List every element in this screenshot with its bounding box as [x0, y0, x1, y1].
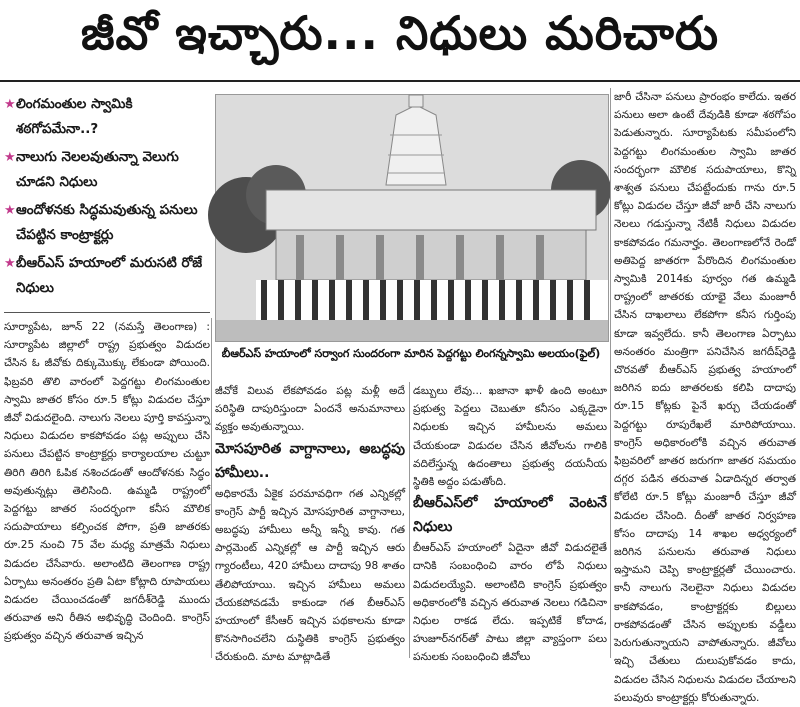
headline-rule: [0, 80, 800, 82]
highlight-item: ★ నాలుగు నెలలవుతున్నా వెలుగు చూడని నిధులు: [4, 145, 214, 195]
article-column-4: జారీ చేసినా పనులు ప్రారంభం కాలేదు. ఇతర పనులు అలా ఉంటే దేవుడికి కూడా శఠగోపం పెడుతున్నారు. సూర్యాపేటకు సమీపంలోని పెద్దగట్టు లింగమంతుల స్వామి జాతర సందర్భంగా మౌలిక సదుపాయాలు, కొన్ని శాశ్వత పనులు చేపట్టేందుకు గాను రూ.5 కోట్లు విడుదల చేస్తూ జీవో జారీ చేసి నాలుగు నెలలు గడుస్తున్నా నేటికీ నిధులు విడుదల కాకపోవడం గమనార్హం. తెలంగాణలోనే రెండో అతిపెద్ద జాతరగా పేరొందిన లింగమంతుల స్వామికి 2014కు పూర్వం గత ఉమ్మడి రాష్ట్రంలో జాతరకు యాభై వేలు మంజూరీ చేసిన దాఖలాలు లేకపోగా కనీస గుర్తింపు కూడా ఇవ్వలేదు. కానీ తెలంగాణ ఏర్పాటు అనంతరం మంత్రిగా పనిచేసిన జగదీష్‌రెడ్డి చొరవతో బీఆర్‌ఎస్ ప్రభుత్వ హయాంలో జరిగిన ఐదు జాతరలకు కలిపి దాదాపు రూ.15 కోట్లకు పైనే ఖర్చు చేయడంతో పెద్దగట్టు రూపురేఖలే మారిపోయాయి. కాంగ్రెస్ అధికారంలోకి వచ్చిన తరువాత ఫిబ్రవరిలో జాతర జరుగగా జాతర సమయం దగ్గర పడిన తరువాత ఏడాదిన్నర తర్వాత కోలేటి రూ.5 కోట్లు మంజూరీ చేస్తూ జీవో విడుదల చేసింది. దీంతో జాతర నిర్వహణ కోసం దాదాపు 14 శాఖల అధ్వర్యంలో జరిగిన పనులను తరువాత నిధులు ఇస్తామని చెప్పి కాంట్రాక్టర్లతో చేయించారు. కానీ నాలుగు నెలలైనా నిధులు విడుదల కాకపోవడం, కాంట్రాక్టర్లకు బిల్లులు రాకపోవడంతో చేసిన అప్పులకు వడ్డీలు పెరుగుతున్నాయని వాపోతున్నారు. జీవోలు ఇచ్చి చేతులు దులుపుకోవడం కాదు, విడుదల చేసిన నిధులను విడుదల చేయాలని పలువురు కాంట్రాక్టర్లు కోరుతున్నారు.: [614, 91, 796, 704]
column-divider: [409, 382, 410, 658]
temple-photo: [215, 94, 609, 342]
highlight-item: ★ లింగమంతుల స్వామికి శఠగోపమేనా..?: [4, 92, 214, 142]
star-icon: ★: [4, 150, 16, 165]
subheading: మోసపూరిత వాగ్దానాలు, అబద్ధపు హామీలు..: [215, 440, 405, 481]
temple-icon: [216, 95, 608, 341]
highlights-box: [4, 92, 214, 304]
star-icon: ★: [4, 203, 16, 218]
divider: [4, 312, 210, 313]
column-divider: [610, 88, 611, 658]
article-column-1: సూర్యాపేట, జూన్ 22 (నమస్తే తెలంగాణ) : సూర్యాపేట జిల్లాలో రాష్ట్ర ప్రభుత్వం విడుదల చేసిన ఓ జీవోకు దిక్కుమొక్కు లేకుండా పోయింది. ఫిబ్రవరి తొలి వారంలో పెద్దగట్టు లింగమంతుల స్వామి జాతర కోసం రూ.5 కోట్లు విడుదల చేస్తూ జీవో విడుదలైంది. నాలుగు నెలలు పూర్తి కావస్తున్నా నిధులు విడుదల కాకపోవడం పట్ల అప్పులు చేసి పనులు చేపట్టిన కాంట్రాక్టర్లు కార్యాలయాల చుట్టూ తిరిగి తిరిగి ఓపిక నశించడంతో ఆందోళనకు సిద్ధం అవుతున్నట్లు తెలిసింది. ఉమ్మడి రాష్ట్రంలో పెద్దగట్టు జాతర సందర్భంగా కనీస మౌలిక సదుపాయాలు కల్పించక పోగా, ప్రతి జాతరకు రూ.25 నుంచి 75 వేల మధ్య మాత్రమే నిధులు విడుదల చేసేవారు. అలాంటిది తెలంగాణ రాష్ట్ర ఏర్పాటు అనంతరం ప్రతి ఏటా కోట్లాది రూపాయలు విడుదల చేయించడంతో జగదీశ్‌రెడ్డి ముందు తరువాత అని రీతిన అభివృద్ధి చెందింది. కాంగ్రెస్ ప్రభుత్వం వచ్చిన తరువాత ఇచ్చిన: [4, 321, 210, 643]
highlight-item: ★ బీఆర్‌ఎస్ హయాంలో మరుసటి రోజే నిధులు: [4, 251, 214, 301]
photo-caption: బీఆర్ఎస్ హయాంలో సర్వాంగ సుందరంగా మారిన పెద్దగట్టు లింగన్నస్వామి అలయం(ఫైల్): [221, 347, 601, 360]
star-icon: ★: [4, 97, 16, 112]
subheading: బీఆర్‌ఎస్‌లో హయాంలో వెంటనే నిధులు: [413, 495, 607, 536]
star-icon: ★: [4, 256, 16, 271]
headline: జీవో ఇచ్చారు... నిధులు మరిచారు: [80, 6, 720, 60]
column-divider: [211, 318, 212, 658]
highlight-item: ★ ఆందోళనకు సిద్ధమవుతున్న పనులు చేపట్టిన కాంట్రాక్టర్లు: [4, 198, 214, 248]
article-column-3: డబ్బులు లేవు... ఖజానా ఖాళీ ఉంది అంటూ ప్రభుత్వ పెద్దలు చెబుతూ కనీసం ఎక్కడైనా నిధులకు ఇచ్చిన హామీలను అమలు చేయకుండా విడుదల చేసిన జీవోలను గాలికి వదిలేస్తున్న ఉదంతాలు ప్రభుత్వ దయనీయ స్థితికి అద్దం పడుతోంది. బీఆర్‌ఎస్‌లో హయాంలో వెంటనే నిధులు బీఆర్‌ఎస్ హయాంలో ఏదైనా జీవో విడుదలైతే దానికి సంబంధించి వారం లోపే నిధులు విడుదలయ్యేవి. అలాంటిది కాంగ్రెస్ ప్రభుత్వం అధికారంలోకి వచ్చిన తరువాత నెలలు గడిచినా నిధుల రాకడ లేదు. ఇప్పటికే కోదాడ, హుజూర్‌నగర్‌తో పాటు జిల్లా వ్యాప్తంగా పలు పనులకు సంబంధించి జీవోలు: [413, 385, 607, 664]
article-column-2: జీవోకే విలువ లేకపోవడం పట్ల మళ్లీ అదే పరిస్థితి దాపురిస్తుందా ఏందనే అనుమానాలు వ్యక్తం అవుతున్నాయి. మోసపూరిత వాగ్దానాలు, అబద్ధపు హామీలు.. అధికారమే ఏకైక పరమావధిగా గత ఎన్నికల్లో కాంగ్రెస్ పార్టీ ఇచ్చిన మోసపూరిత వాగ్దానాలు, అబద్ధపు హామీలు అన్నీ ఇన్నీ కావు. గత పార్లమెంట్ ఎన్నికల్లో ఆ పార్టీ ఇచ్చిన ఆరు గ్యారంటీలు, 420 హామీలు దాదాపు 98 శాతం తేలిపోయాయి. ఇచ్చిన హామీలు అమలు చేయకపోవడమే కాకుండా గత బీఆర్‌ఎస్ హయాంలో కేసీఆర్ ఇచ్చిన పథకాలను కూడా కొనసాగించలేని దుస్థితికి కాంగ్రెస్ ప్రభుత్వం చేరుకుంది. మాట మాట్లాడితే: [215, 385, 405, 664]
